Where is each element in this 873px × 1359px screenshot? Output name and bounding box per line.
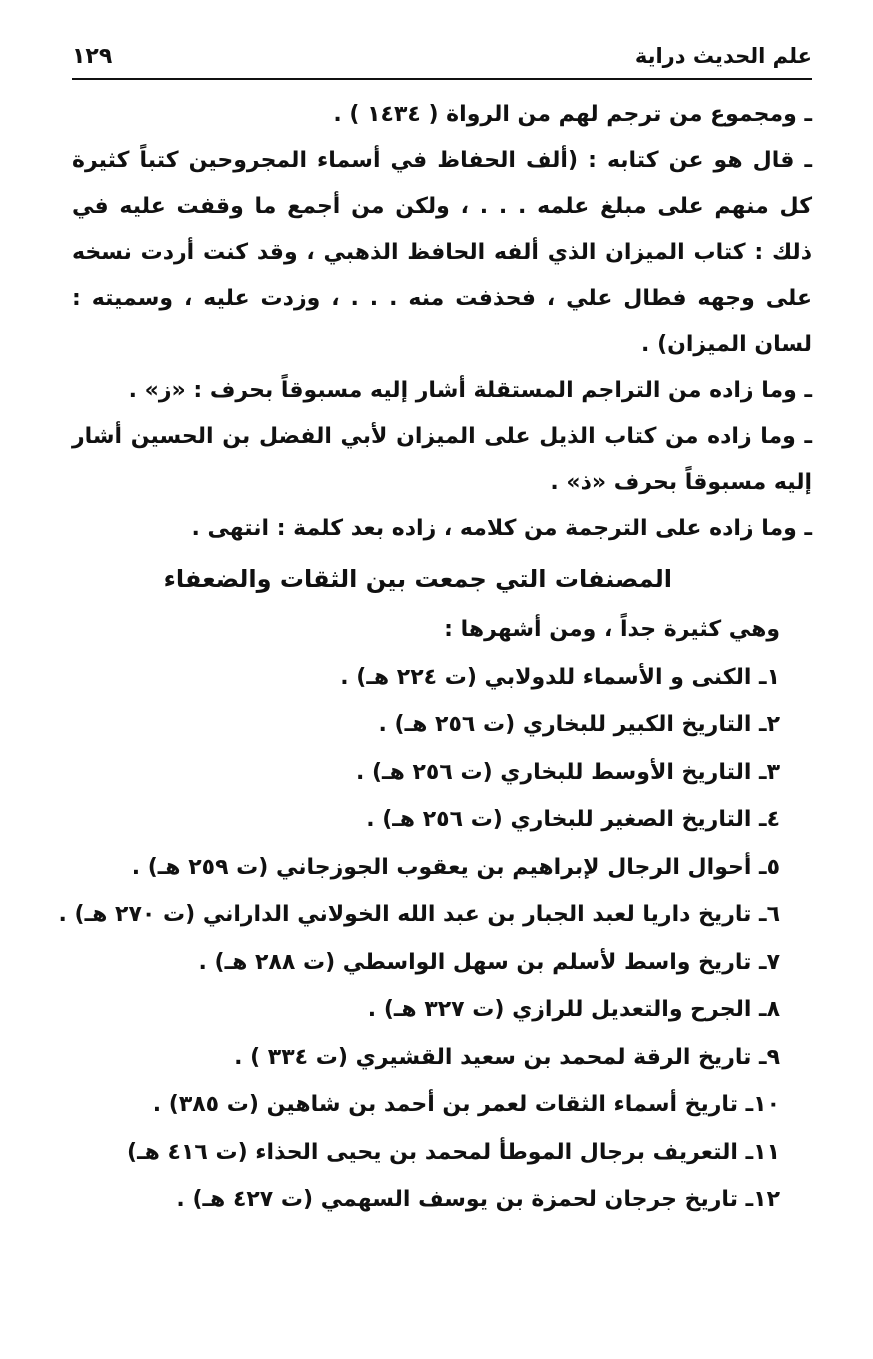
works-list bbox=[58, 654, 780, 1224]
list-item: ١٠ـ تاريخ أسماء الثقات لعمر بن أحمد بن شاهين (ت ٣٨٥) . bbox=[152, 1092, 780, 1117]
paragraph-intaha-additions: ـ وما زاده على الترجمة من كلامه ، زاده بعد كلمة : انتهى . bbox=[191, 516, 812, 541]
section-heading: المصنفات التي جمعت بين الثقات والضعفاء bbox=[163, 565, 672, 593]
list-item: ٧ـ تاريخ واسط لأسلم بن سهل الواسطي (ت ٢٨٨ هـ) . bbox=[198, 949, 780, 975]
list-item: ٩ـ تاريخ الرقة لمحمد بن سعيد القشيري (ت ٣٣٤ ) . bbox=[234, 1044, 780, 1070]
section-intro: وهي كثيرة جداً ، ومن أشهرها : bbox=[444, 617, 780, 642]
list-item: ٢ـ التاريخ الكبير للبخاري (ت ٢٥٦ هـ) . bbox=[378, 712, 780, 737]
section-content bbox=[58, 606, 780, 1224]
running-header bbox=[72, 40, 812, 76]
header-rule bbox=[72, 78, 812, 80]
list-item: ٥ـ أحوال الرجال لإبراهيم بن يعقوب الجوزجاني (ت ٢٥٩ هـ) . bbox=[131, 854, 780, 880]
list-item: ٨ـ الجرح والتعديل للرازي (ت ٣٢٧ هـ) . bbox=[367, 997, 780, 1022]
list-item: ١١ـ التعريف برجال الموطأ لمحمد بن يحيى الحذاء (ت ٤١٦ هـ) bbox=[127, 1139, 780, 1165]
paragraph-author-quote: ـ قال هو عن كتابه : (ألف الحفاظ في أسماء المجروحين كتباً كثيرة كل منهم على مبلغ علمه . . . ، ولكن من أجمع ما وقفت عليه في ذلك : كتاب الميزان الذي ألفه الحافظ الذهبي ، وقد كنت أردت نسخه على وجهه فطال علي ، فحذفت منه . . . ، وزدت عليه ، وسميته : لسان الميزان) . bbox=[72, 148, 812, 357]
list-item: ٦ـ تاريخ داريا لعبد الجبار بن عبد الله الخولاني الداراني (ت ٢٧٠ هـ) . bbox=[58, 902, 780, 927]
list-item: ٤ـ التاريخ الصغير للبخاري (ت ٢٥٦ هـ) . bbox=[366, 807, 780, 832]
list-item: ١ـ الكنى و الأسماء للدولابي (ت ٢٢٤ هـ) . bbox=[340, 664, 780, 690]
body-text bbox=[72, 92, 812, 552]
list-item: ١٢ـ تاريخ جرجان لحمزة بن يوسف السهمي (ت ٤٢٧ هـ) . bbox=[176, 1187, 780, 1212]
paragraph-dhal-additions: ـ وما زاده من كتاب الذيل على الميزان لأبي الفضل بن الحسين أشار إليه مسبوقاً بحرف «ذ» . bbox=[72, 424, 812, 495]
running-header-title: علم الحديث دراية bbox=[634, 44, 812, 68]
paragraph-narrators-count: ـ ومجموع من ترجم لهم من الرواة ( ١٤٣٤ ) . bbox=[333, 102, 812, 127]
paragraph-zay-additions: ـ وما زاده من التراجم المستقلة أشار إليه مسبوقاً بحرف : «ز» . bbox=[128, 378, 812, 403]
page-number: ١٢٩ bbox=[72, 44, 113, 69]
list-item: ٣ـ التاريخ الأوسط للبخاري (ت ٢٥٦ هـ) . bbox=[355, 759, 780, 785]
